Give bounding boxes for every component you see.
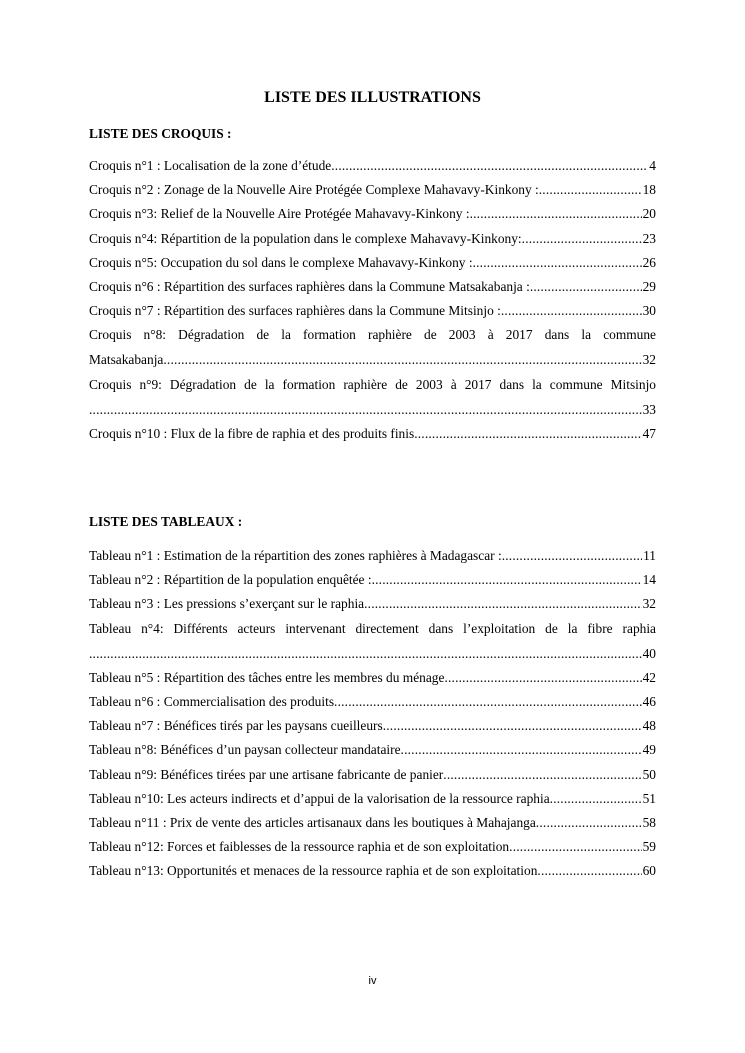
- toc-entry-tableau-2[interactable]: [89, 572, 656, 596]
- entry-page: 11: [643, 548, 656, 563]
- toc-entry-croquis-3[interactable]: [89, 206, 656, 230]
- toc-entry-tableau-6[interactable]: [89, 694, 656, 718]
- entry-title: Croquis n°2 : Zonage de la Nouvelle Aire Protégée Complexe Mahavavy-Kinkony :: [89, 182, 539, 198]
- dot-leader: [473, 255, 642, 271]
- toc-entry-tableau-4[interactable]: [89, 646, 656, 670]
- entry-title: Tableau n°8: Bénéfices d’un paysan collecteur mandataire: [89, 742, 401, 758]
- entry-page: 33: [642, 401, 656, 417]
- dot-leader: [331, 158, 648, 174]
- dot-leader: [522, 231, 642, 247]
- entry-page: 59: [642, 839, 656, 855]
- toc-entry-croquis-10[interactable]: [89, 426, 656, 450]
- toc-entry-tableau-5[interactable]: [89, 670, 656, 694]
- dot-leader: [470, 206, 642, 222]
- entry-page: 26: [642, 254, 656, 270]
- dot-leader: [530, 279, 642, 295]
- toc-entry-tableau-8[interactable]: [89, 742, 656, 766]
- entry-title: Tableau n°9: Bénéfices tirées par une artisane fabricante de panier: [89, 766, 444, 782]
- dot-leader: [401, 742, 642, 758]
- dot-leader: [443, 767, 641, 783]
- dot-leader: [89, 646, 642, 662]
- entry-page: 32: [642, 596, 656, 612]
- entry-title: Croquis n°1 : Localisation de la zone d’étude: [89, 158, 332, 173]
- entry-page: 58: [642, 814, 656, 830]
- entry-title: Croquis n°7 : Répartition des surfaces raphières dans la Commune Mitsinjo :: [89, 303, 501, 319]
- dot-leader: [539, 182, 642, 198]
- entry-page: 4: [649, 158, 656, 173]
- toc-entry-tableau-11[interactable]: [89, 815, 656, 839]
- dot-leader: [550, 791, 642, 807]
- entry-page: 49: [642, 742, 656, 758]
- entry-page: 23: [642, 230, 656, 246]
- dot-leader: [364, 596, 642, 612]
- toc-entry-croquis-9[interactable]: [89, 402, 656, 426]
- entry-page: 46: [642, 693, 656, 709]
- entry-title: Tableau n°2 : Répartition de la population enquêtée :: [89, 572, 372, 588]
- entry-page: 50: [642, 766, 656, 782]
- dot-leader: [444, 670, 641, 686]
- entry-page: 47: [642, 425, 656, 441]
- toc-entry-tableau-3[interactable]: [89, 596, 656, 620]
- entry-page: 48: [642, 718, 656, 734]
- toc-entry-croquis-4[interactable]: [89, 231, 656, 255]
- dot-leader: [509, 839, 641, 855]
- dot-leader: [537, 863, 641, 879]
- dot-leader: [536, 815, 642, 831]
- toc-entry-croquis-2[interactable]: [89, 182, 656, 206]
- tableaux-list: [89, 548, 656, 887]
- entry-page: 18: [642, 182, 656, 198]
- entry-page: 32: [642, 352, 656, 368]
- entry-title: Tableau n°6 : Commercialisation des produits: [89, 693, 335, 709]
- entry-page: 60: [642, 863, 656, 879]
- entry-page: 30: [642, 303, 656, 319]
- toc-entry-croquis-6[interactable]: [89, 279, 656, 303]
- toc-entry-croquis-9-line1[interactable]: Croquis n°9: Dégradation de la formation raphière de 2003 à 2017 dans la commune Mitsinjo: [89, 376, 656, 392]
- toc-entry-tableau-7[interactable]: [89, 718, 656, 742]
- dot-leader: [502, 548, 642, 564]
- toc-entry-tableau-13[interactable]: [89, 863, 656, 887]
- dot-leader: [163, 352, 641, 368]
- toc-entry-croquis-5[interactable]: [89, 255, 656, 279]
- dot-leader: [89, 402, 642, 418]
- entry-title: Croquis n°4: Répartition de la population dans le complexe Mahavavy-Kinkony:: [89, 230, 522, 246]
- toc-entry-croquis-8[interactable]: [89, 352, 656, 376]
- entry-title: Tableau n°11 : Prix de vente des articles artisanaux dans les boutiques à Mahajanga: [89, 814, 536, 830]
- entry-title: Tableau n°5 : Répartition des tâches entre les membres du ménage: [89, 669, 445, 685]
- entry-title: Tableau n°13: Opportunités et menaces de la ressource raphia et de son exploitation: [89, 863, 538, 879]
- dot-leader: [334, 694, 642, 710]
- entry-title: Croquis n°3: Relief de la Nouvelle Aire Protégée Mahavavy-Kinkony :: [89, 206, 470, 222]
- toc-entry-croquis-1[interactable]: [89, 158, 656, 182]
- toc-entry-tableau-9[interactable]: [89, 767, 656, 791]
- entry-title: Croquis n°10 : Flux de la fibre de raphia et des produits finis: [89, 425, 415, 441]
- entry-title: Matsakabanja: [89, 352, 164, 368]
- entry-title: Tableau n°7 : Bénéfices tirés par les paysans cueilleurs: [89, 718, 383, 734]
- page-title: LISTE DES ILLUSTRATIONS: [264, 89, 481, 106]
- entry-page: 40: [642, 645, 656, 661]
- entry-title: Tableau n°3 : Les pressions s’exerçant sur le raphia: [89, 596, 365, 612]
- entry-page: 20: [642, 206, 656, 222]
- toc-entry-tableau-12[interactable]: [89, 839, 656, 863]
- dot-leader: [501, 303, 642, 319]
- entry-title: Tableau n°12: Forces et faiblesses de la ressource raphia et de son exploitation: [89, 839, 510, 855]
- tableaux-heading: LISTE DES TABLEAUX :: [89, 514, 243, 529]
- dot-leader: [383, 718, 642, 734]
- entry-title: Tableau n°1 : Estimation de la répartition des zones raphières à Madagascar :: [89, 548, 502, 563]
- croquis-list: [89, 158, 656, 450]
- toc-entry-tableau-1[interactable]: [89, 548, 656, 572]
- dot-leader: [372, 572, 642, 588]
- dot-leader: [414, 426, 641, 442]
- page-number: iv: [368, 975, 377, 987]
- entry-page: 29: [642, 278, 656, 294]
- croquis-heading: LISTE DES CROQUIS :: [89, 126, 232, 141]
- entry-title: Tableau n°10: Les acteurs indirects et d’appui de la valorisation de la ressource raphia: [89, 790, 550, 806]
- entry-title: Croquis n°6 : Répartition des surfaces raphières dans la Commune Matsakabanja :: [89, 278, 530, 294]
- entry-title: Croquis n°5: Occupation du sol dans le complexe Mahavavy-Kinkony :: [89, 254, 473, 270]
- entry-page: 51: [642, 790, 656, 806]
- toc-entry-croquis-8-line1[interactable]: Croquis n°8: Dégradation de la formation raphière de 2003 à 2017 dans la commune: [89, 327, 656, 343]
- entry-page: 42: [642, 669, 656, 685]
- entry-page: 14: [642, 572, 656, 588]
- toc-entry-tableau-4-line1[interactable]: Tableau n°4: Différents acteurs intervenant directement dans l’exploitation de la fibre raphia: [89, 620, 656, 636]
- toc-entry-croquis-7[interactable]: [89, 303, 656, 327]
- toc-entry-tableau-10[interactable]: [89, 791, 656, 815]
